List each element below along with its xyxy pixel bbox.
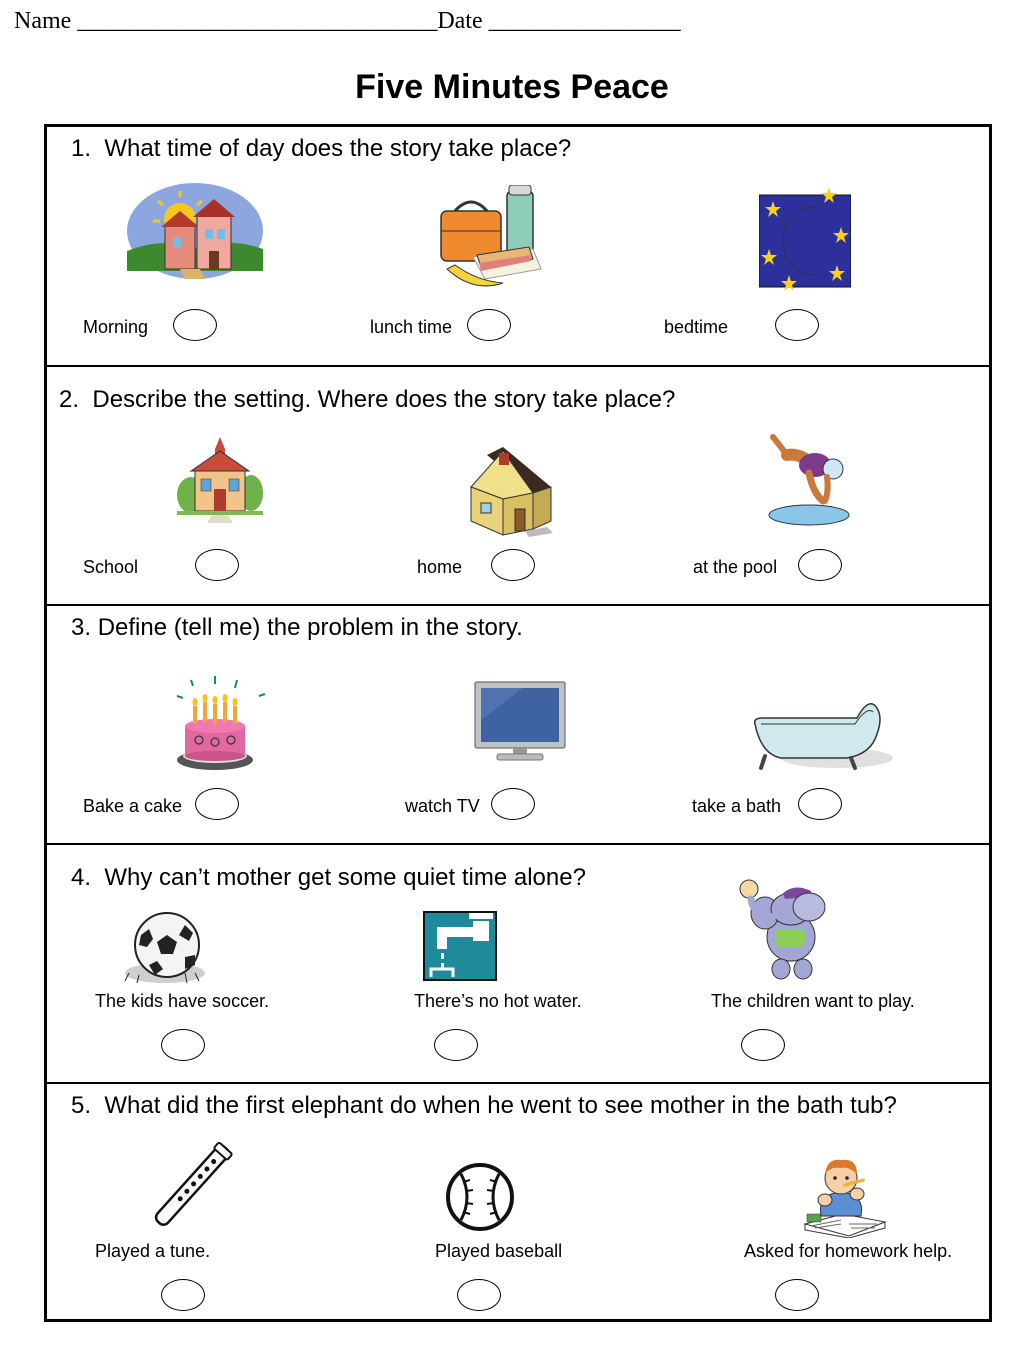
option-1a-bubble[interactable] — [173, 309, 217, 341]
option-1a-label: Morning — [83, 317, 149, 337]
option-2b-label: home — [417, 557, 463, 577]
question-3-text: 3. Define (tell me) the problem in the story. — [71, 614, 523, 641]
option-1c-label: bedtime — [664, 317, 729, 337]
option-2a-bubble[interactable] — [195, 549, 239, 581]
name-label: Name — [14, 8, 72, 34]
option-3a-bubble[interactable] — [195, 788, 239, 820]
option-4b-label: There’s no hot water. — [414, 991, 582, 1011]
bathtub-icon — [751, 694, 893, 776]
option-3c-label: take a bath — [692, 796, 782, 816]
option-3b-label: watch TV — [405, 796, 480, 816]
option-5a-label: Played a tune. — [95, 1241, 211, 1261]
option-3a-label: Bake a cake — [83, 796, 183, 816]
question-3-section — [47, 606, 989, 845]
question-1-section — [47, 127, 989, 367]
option-4c-label: The children want to play. — [711, 991, 915, 1011]
question-4-text: 4. Why can’t mother get some quiet time alone? — [71, 864, 586, 891]
elephant-icon — [739, 877, 831, 981]
house-icon — [467, 447, 555, 537]
option-1c-bubble[interactable] — [775, 309, 819, 341]
option-4a-bubble[interactable] — [161, 1029, 205, 1061]
baseball-icon — [445, 1162, 515, 1232]
option-1b-bubble[interactable] — [467, 309, 511, 341]
question-4-section — [47, 845, 989, 1084]
option-5a-bubble[interactable] — [161, 1279, 205, 1311]
option-1b-label: lunch time — [370, 317, 453, 337]
name-date-header — [14, 8, 681, 35]
option-2b-bubble[interactable] — [491, 549, 535, 581]
option-5c-label: Asked for homework help. — [744, 1241, 953, 1261]
lunchbox-icon — [433, 185, 553, 295]
faucet-icon — [423, 911, 497, 981]
moon-stars-icon — [759, 187, 851, 291]
option-3c-bubble[interactable] — [798, 788, 842, 820]
question-5-section — [47, 1084, 989, 1319]
television-icon — [473, 680, 567, 764]
option-5b-bubble[interactable] — [457, 1279, 501, 1311]
question-2-section — [47, 367, 989, 606]
question-2-text: 2. Describe the setting. Where does the story take place? — [59, 386, 676, 413]
option-5b-label: Played baseball — [435, 1241, 563, 1261]
option-3b-bubble[interactable] — [491, 788, 535, 820]
date-label: Date — [437, 8, 483, 34]
option-4c-bubble[interactable] — [741, 1029, 785, 1061]
question-1-text: 1. What time of day does the story take place? — [71, 135, 572, 162]
sunrise-houses-icon — [125, 181, 265, 281]
question-5-text: 5. What did the first elephant do when he went to see mother in the bath tub? — [71, 1092, 897, 1119]
birthday-cake-icon — [171, 676, 271, 772]
worksheet-box — [44, 124, 992, 1322]
homework-boy-icon — [801, 1154, 887, 1238]
date-blank[interactable]: ________________ — [488, 8, 681, 34]
option-4b-bubble[interactable] — [434, 1029, 478, 1061]
option-5c-bubble[interactable] — [775, 1279, 819, 1311]
diver-icon — [763, 433, 853, 529]
soccer-ball-icon — [115, 911, 205, 987]
option-4a-label: The kids have soccer. — [95, 991, 270, 1011]
option-2c-label: at the pool — [693, 557, 778, 577]
schoolhouse-icon — [177, 437, 263, 523]
page-title: Five Minutes Peace — [355, 68, 669, 106]
flute-icon — [147, 1138, 239, 1234]
name-blank[interactable]: ______________________________ — [77, 8, 438, 34]
option-2c-bubble[interactable] — [798, 549, 842, 581]
option-2a-label: School — [83, 557, 139, 577]
